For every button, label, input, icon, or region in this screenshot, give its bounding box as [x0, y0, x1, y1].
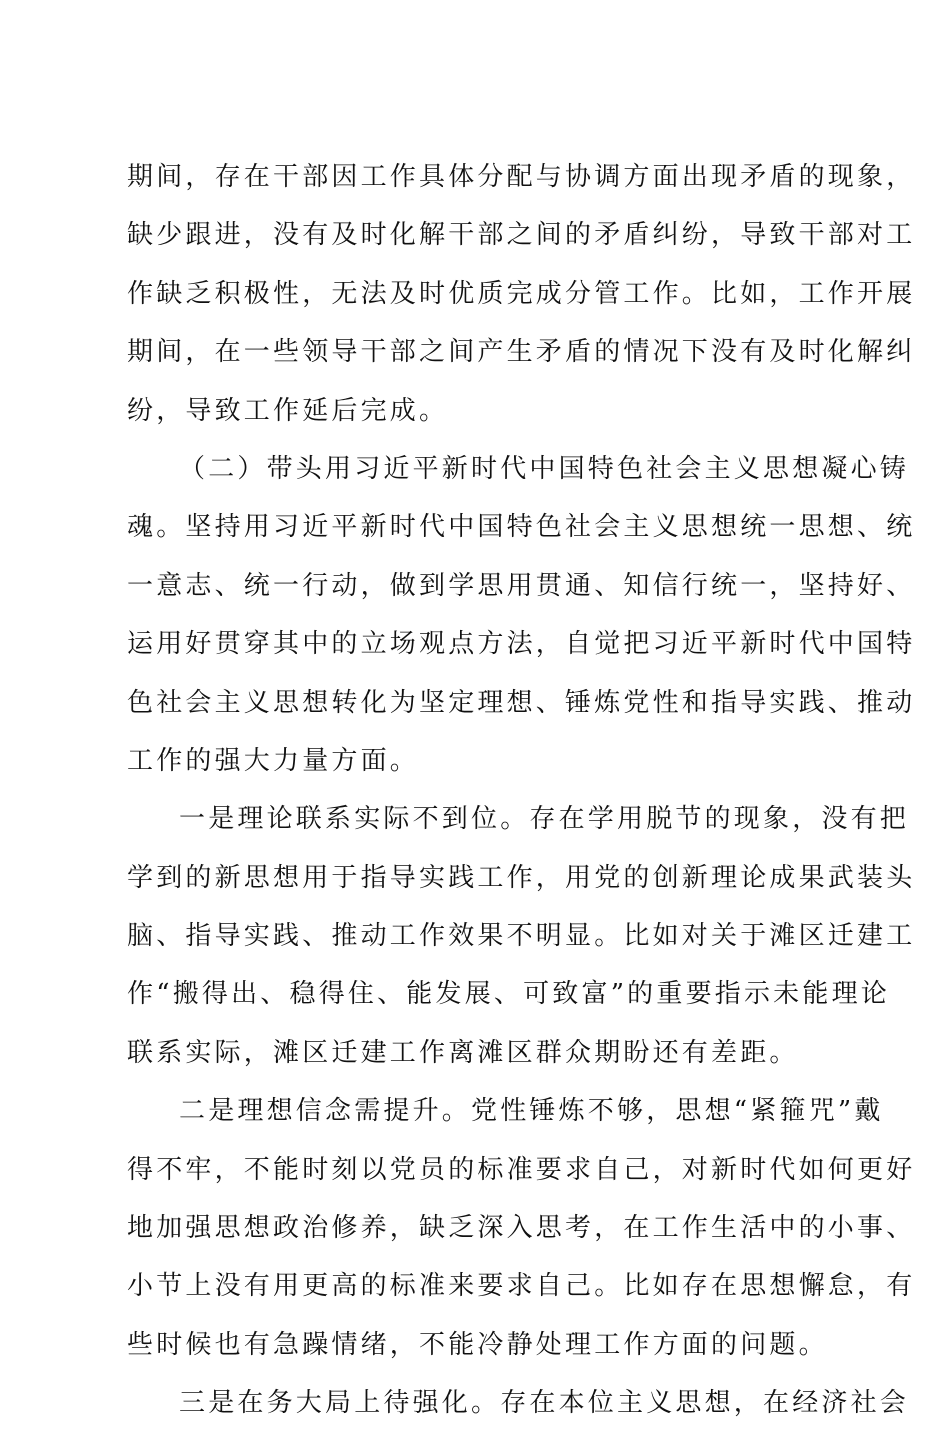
text-line: 一意志、统一行动，做到学思用贯通、知信行统一，坚持好、	[127, 570, 916, 601]
text-line: 脑、指导实践、推动工作效果不明显。比如对关于滩区迁建工	[127, 921, 916, 952]
text-line: 工作的强大力量方面。	[127, 745, 420, 776]
text-line: 地加强思想政治修养，缺乏深入思考，在工作生活中的小事、	[127, 1213, 916, 1244]
text-line: 魂。坚持用习近平新时代中国特色社会主义思想统一思想、统	[127, 512, 916, 543]
text-line: 些时候也有急躁情绪，不能冷静处理工作方面的问题。	[127, 1329, 828, 1360]
text-line: 作缺乏积极性，无法及时优质完成分管工作。比如，工作开展	[127, 278, 916, 309]
text-line: 色社会主义思想转化为坚定理想、锤炼党性和指导实践、推动	[127, 687, 916, 718]
text-line: 得不牢，不能时刻以党员的标准要求自己，对新时代如何更好	[127, 1154, 916, 1185]
paragraph-start-line: 二是理想信念需提升。党性锤炼不够，思想“紧箍咒”戴	[179, 1096, 884, 1127]
text-line: 期间，在一些领导干部之间产生矛盾的情况下没有及时化解纠	[127, 337, 916, 368]
text-line: 缺少跟进，没有及时化解干部之间的矛盾纠纷，导致干部对工	[127, 220, 916, 251]
text-line: 小节上没有用更高的标准来要求自己。比如存在思想懈怠，有	[127, 1271, 916, 1302]
section-heading-line: （二）带头用习近平新时代中国特色社会主义思想凝心铸	[179, 453, 910, 484]
document-body	[127, 148, 916, 1433]
text-line: 纷，导致工作延后完成。	[127, 395, 449, 426]
paragraph-start-line: 三是在务大局上待强化。存在本位主义思想，在经济社会	[179, 1388, 910, 1419]
text-line: 期间，存在干部因工作具体分配与协调方面出现矛盾的现象，	[127, 162, 916, 192]
text-line: 运用好贯穿其中的立场观点方法，自觉把习近平新时代中国特	[127, 629, 916, 660]
text-line: 联系实际，滩区迁建工作离滩区群众期盼还有差距。	[127, 1037, 799, 1068]
text-line: 作“搬得出、稳得住、能发展、可致富”的重要指示未能理论	[127, 979, 890, 1010]
paragraph-start-line: 一是理论联系实际不到位。存在学用脱节的现象，没有把	[179, 804, 910, 835]
text-line: 学到的新思想用于指导实践工作，用党的创新理论成果武装头	[127, 862, 916, 893]
